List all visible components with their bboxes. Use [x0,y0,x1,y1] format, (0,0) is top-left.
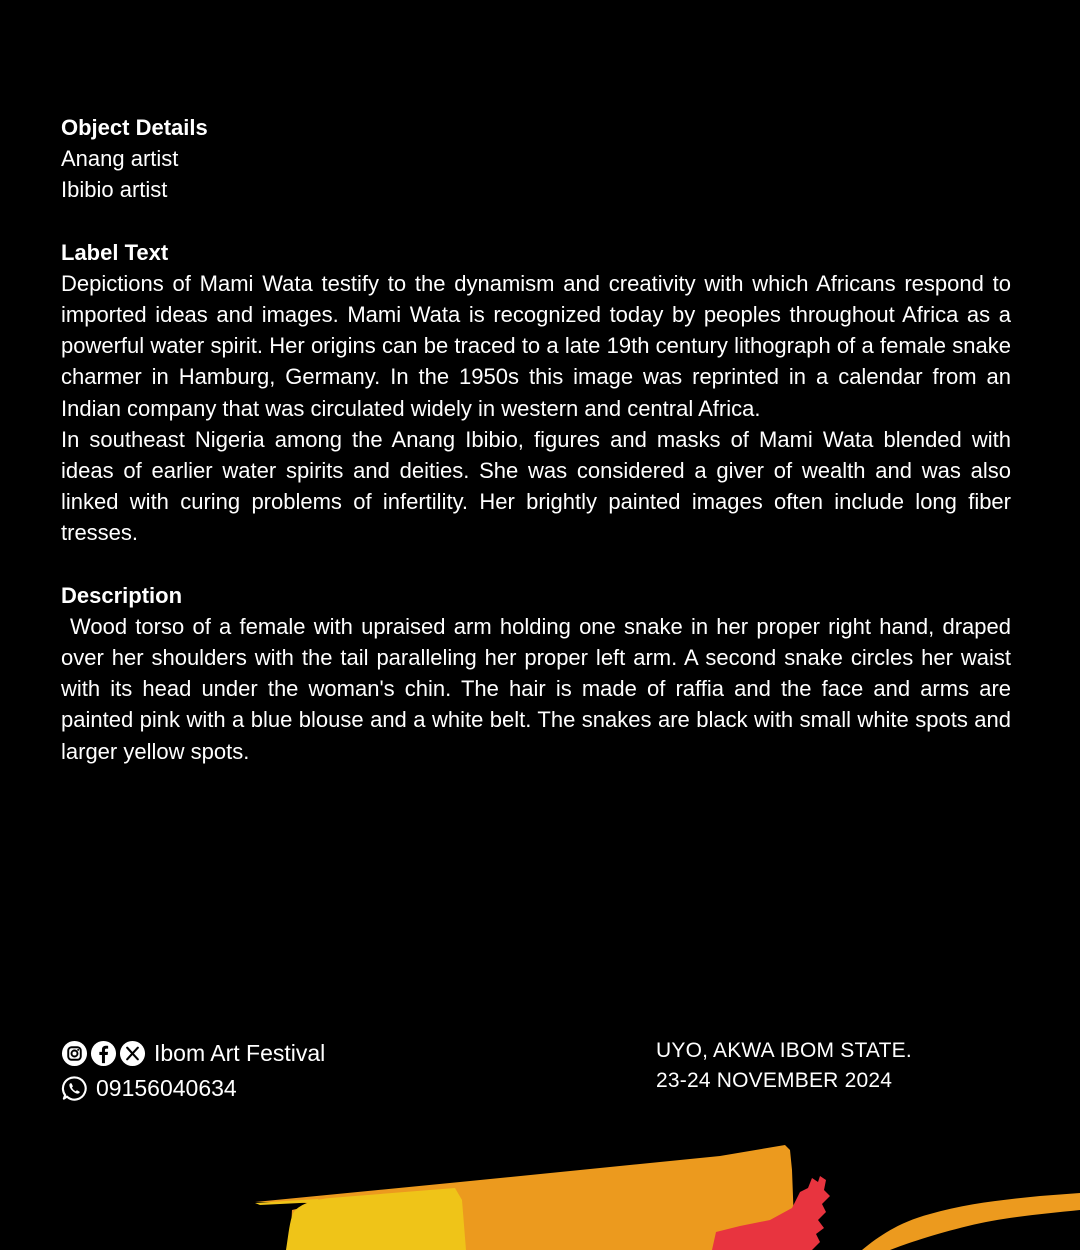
object-details-heading: Object Details [61,115,208,140]
label-text-section [61,237,1011,549]
object-details-line: Ibibio artist [61,177,168,203]
event-info [656,1036,912,1096]
document-body [61,112,1011,798]
description-section [61,580,1011,767]
label-text-paragraph: Depictions of Mami Wata testify to the dynamism and creativity with which Africans respond to imported ideas and images. Mami Wata is recognized today by peoples throughout Africa as a powerful water spirit. Her origins can be traced to a late 19th century lithograph of a female snake charmer in Hamburg, Germany. In the 1950s this image was reprinted in a calendar from an Indian company that was circulated widely in western and central Africa. [61,270,1011,421]
phone-row [61,1071,325,1106]
phone-number[interactable]: 09156040634 [96,1075,237,1101]
social-handle: Ibom Art Festival [154,1040,326,1066]
instagram-icon[interactable] [61,1040,88,1067]
event-dates: 23-24 NOVEMBER 2024 [656,1069,893,1092]
object-details-section [61,112,1011,206]
facebook-icon[interactable] [90,1040,117,1067]
label-text-heading: Label Text [61,239,169,265]
footer-contact [61,1036,325,1106]
event-location: UYO, AKWA IBOM STATE. [656,1039,912,1062]
description-heading: Description [61,582,183,608]
whatsapp-icon[interactable] [61,1075,88,1102]
description-paragraph: Wood torso of a female with upraised arm holding one snake in her proper right hand, draped over her shoulders with the tail paralleling her proper left arm. A second snake circles her waist with its head under the woman's chin. The hair is made of raffia and the face and arms are painted pink with a blue blouse and a white belt. The snakes are black with small white spots and larger yellow spots. [61,613,1011,764]
label-text-paragraph: In southeast Nigeria among the Anang Ibibio, figures and masks of Mami Wata blended with ideas of earlier water spirits and deities. She was considered a giver of wealth and was also linked with curing problems of infertility. Her brightly painted images often include long fiber tresses. [61,426,1011,546]
x-icon[interactable] [119,1040,146,1067]
object-details-line: Anang artist [61,146,179,172]
decorative-paint-strokes [0,1130,1080,1250]
social-row [61,1036,325,1071]
